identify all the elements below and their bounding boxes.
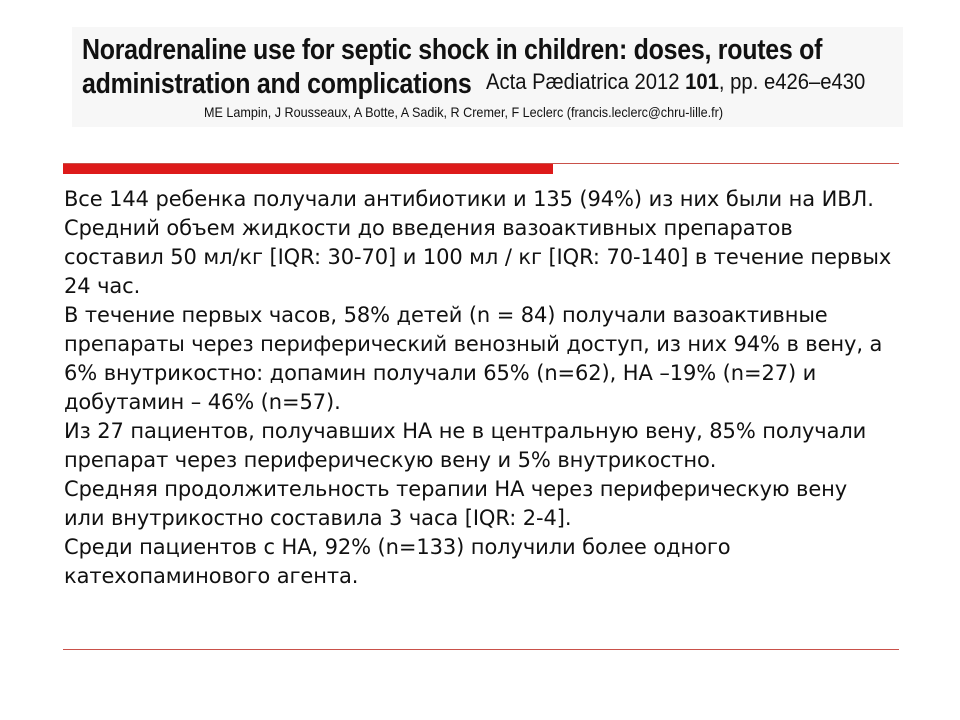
paragraph-antibiotics: Все 144 ребенка получали антибиотики и 135 (94%) из них были на ИВЛ. xyxy=(64,187,874,211)
paragraph-fluid-volume: Средний объем жидкости до введения вазоактивных препаратов составил 50 мл/кг [IQR: 30-70] и 100 мл / кг [IQR: 70-140] в течение первых 24 час. xyxy=(64,216,892,298)
bottom-divider-line xyxy=(63,649,899,650)
journal-reference xyxy=(486,69,865,95)
article-title-line-1: Noradrenaline use for septic shock in children: doses, routes of xyxy=(82,34,823,66)
journal-volume: 101 xyxy=(685,69,719,94)
slide-body-text xyxy=(64,185,894,591)
journal-name: Acta Pædiatrica 2012 xyxy=(486,69,680,94)
article-title-line-2: administration and complications xyxy=(82,68,472,100)
paragraph-therapy-duration: Средняя продолжительность терапии НА через периферическую вену или внутрикостно составила 3 часа [IQR: 2-4]. xyxy=(64,477,848,530)
article-header-image xyxy=(72,27,903,127)
journal-pages: , pp. e426–e430 xyxy=(718,69,866,94)
paragraph-catecholamine-agents: Среди пациентов с НА, 92% (n=133) получили более одного катехопаминового агента. xyxy=(64,535,731,588)
paragraph-vasoactive-access: В течение первых часов, 58% детей (n = 84) получали вазоактивные препараты через периферический венозный доступ, из них 94% в вену, а 6% внутрикостно: допамин получали 65% (n=62), НА –19% (n=27) и добутамин – 46% (n=57). xyxy=(64,303,883,414)
paragraph-noncentral-na: Из 27 пациентов, получавших НА не в центральную вену, 85% получали препарат через периферическую вену и 5% внутрикостно. xyxy=(64,419,867,472)
article-authors: ME Lampin, J Rousseaux, A Botte, A Sadik, R Cremer, F Leclerc (francis.leclerc@chru-lille.fr) xyxy=(204,104,724,120)
top-divider-accent-bar xyxy=(63,164,553,174)
